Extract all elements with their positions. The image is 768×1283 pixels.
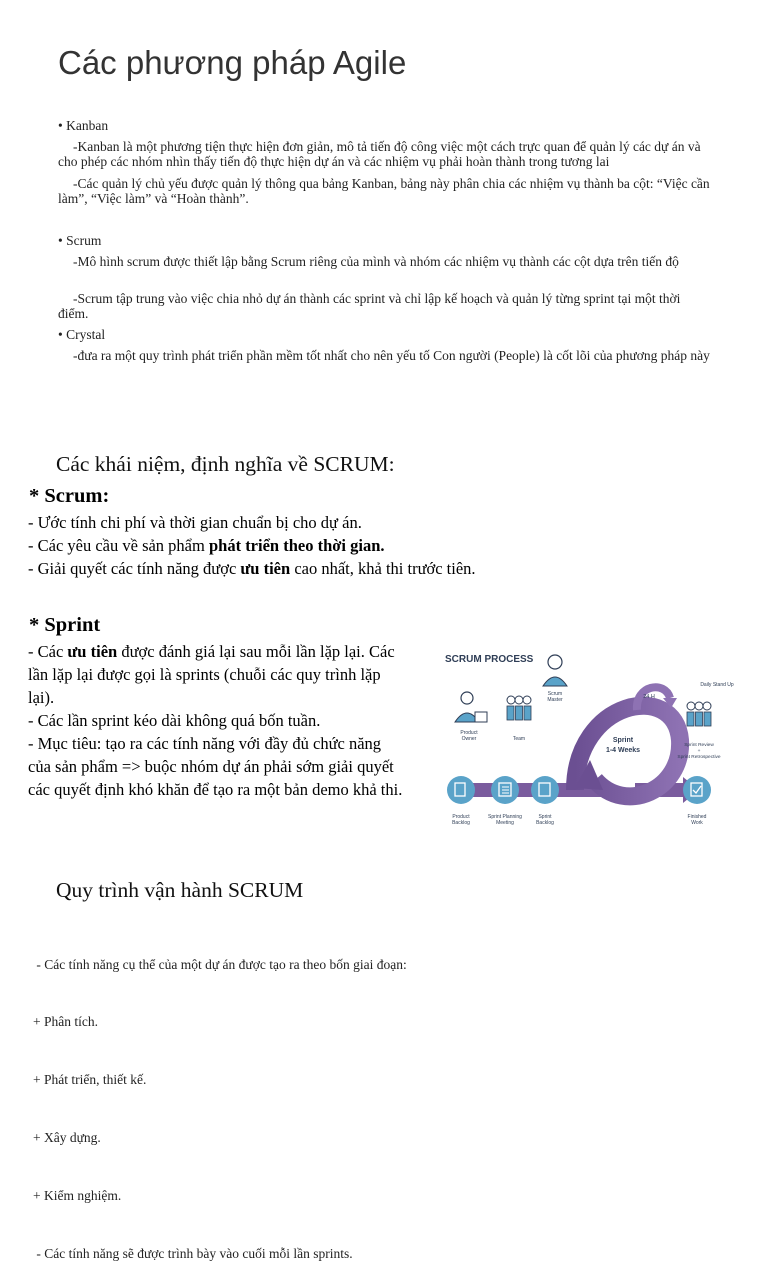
sprint-line-1-text-a: - Các bbox=[28, 642, 68, 661]
sprint-planning-icon bbox=[491, 776, 519, 804]
process-line-2: + Phân tích. bbox=[33, 1014, 98, 1030]
crystal-paragraph-1: -đưa ra một quy trình phát triển phần mềm tốt nhất cho nên yếu tố Con người (People) là cốt lõi của phương pháp này bbox=[73, 348, 710, 363]
scrum-master-label-2: Master bbox=[547, 697, 563, 703]
product-backlog-icon bbox=[447, 776, 475, 804]
scrum-line-2 bbox=[28, 534, 748, 557]
sprint-line-1 bbox=[28, 640, 404, 709]
scrum-line-3-bold: ưu tiên bbox=[240, 559, 291, 578]
process-line-1: - Các tính năng cụ thể của một dự án được tạo ra theo bốn giai đoạn: bbox=[33, 956, 407, 972]
review-label-2: + bbox=[697, 749, 701, 754]
process-line-5: + Kiểm nghiệm. bbox=[33, 1188, 122, 1204]
daily-label: Daily Stand Up bbox=[700, 682, 734, 688]
product-backlog-label-1: Product bbox=[452, 814, 470, 820]
product-owner-label-1: Product bbox=[460, 730, 478, 736]
sprint-planning-label-1: Sprint Planning bbox=[488, 814, 522, 820]
concepts-heading: Các khái niệm, định nghĩa về SCRUM: bbox=[56, 452, 395, 476]
scrum-line-3 bbox=[28, 557, 748, 580]
scrum-paragraph-2: -Scrum tập trung vào việc chia nhỏ dự án thành các sprint và chỉ lập kế hoạch và quản lý từng sprint tại một thời điểm. bbox=[58, 291, 681, 321]
scrum-line-1: - Ước tính chi phí và thời gian chuẩn bị cho dự án. bbox=[28, 513, 362, 532]
scrum-line-3-text-c: cao nhất, khả thi trước tiên. bbox=[290, 559, 476, 578]
sprint-line-2: - Các lần sprint kéo dài không quá bốn tuần. bbox=[28, 711, 321, 730]
finished-label-2: Work bbox=[691, 820, 703, 826]
process-heading: Quy trình vận hành SCRUM bbox=[56, 878, 304, 902]
scrum-line-2-text: - Các yêu cầu về sản phẩm bbox=[28, 536, 209, 555]
sprint-planning-label-2: Meeting bbox=[496, 820, 514, 826]
process-list bbox=[33, 916, 407, 1283]
diagram-title: SCRUM PROCESS bbox=[445, 654, 534, 665]
sprint-label-1: Sprint bbox=[612, 737, 634, 744]
scrum-heading: * Scrum: bbox=[29, 485, 110, 507]
scrum-line-3-text-a: - Giải quyết các tính năng được bbox=[28, 559, 241, 578]
scrum-bullet-heading: • Scrum bbox=[58, 233, 102, 248]
process-line-3: + Phát triển, thiết kế. bbox=[33, 1072, 147, 1088]
scrum-master-label-1: Scrum bbox=[547, 691, 563, 697]
scrum-paragraph-1: -Mô hình scrum được thiết lập bằng Scrum riêng của mình và nhóm các nhiệm vụ thành các cột dựa trên tiến độ bbox=[73, 254, 679, 269]
product-owner-label-2: Owner bbox=[461, 736, 477, 742]
review-label-3: Sprint Retrospective bbox=[677, 755, 721, 760]
sprint-line-1-bold: ưu tiên bbox=[67, 642, 118, 661]
h24-label: 24 H bbox=[643, 694, 655, 700]
sprint-line-3: - Mục tiêu: tạo ra các tính năng với đầy đủ chức năng của sản phẩm => buộc nhóm dự án phải sớm giải quyết các quyết định khó khăn để tạo ra một bản demo khả thi. bbox=[28, 734, 403, 799]
review-label-1: Sprint Review bbox=[684, 743, 714, 748]
sprint-backlog-label-1: Sprint bbox=[538, 814, 552, 820]
sprint-backlog-icon bbox=[531, 776, 559, 804]
finished-label-1: Finished bbox=[687, 814, 707, 820]
sprint-label-2: 1-4 Weeks bbox=[605, 747, 641, 754]
finished-work-icon bbox=[683, 776, 711, 804]
sprint-backlog-label-2: Backlog bbox=[536, 820, 554, 826]
kanban-paragraph-1: -Kanban là một phương tiện thực hiện đơn giản, mô tả tiến độ công việc một cách trực quan để quản lý các dự án và cho phép các nhóm nhìn thấy tiến độ thực hiện dự án và các nhiệm vụ phải hoàn thành trong tương lai bbox=[58, 139, 701, 169]
sprint-heading: * Sprint bbox=[29, 614, 101, 636]
sprint-list bbox=[28, 640, 404, 801]
kanban-paragraph-2: -Các quản lý chủ yếu được quản lý thông qua bảng Kanban, bảng này phân chia các nhiệm vụ thành ba cột: “Việc cần làm”, “Việc làm” và “Hoàn thành”. bbox=[58, 176, 710, 206]
scrum-line-2-bold: phát triển theo thời gian. bbox=[208, 536, 385, 555]
sprint-line-1-text-c: được đánh giá lại sau mỗi lần lặp lại. Các lần lặp lại được gọi là sprints (chuỗi các quy trình lặp lại). bbox=[28, 642, 395, 707]
team-label: Team bbox=[512, 736, 526, 742]
scrum-list bbox=[28, 511, 748, 580]
crystal-heading: • Crystal bbox=[58, 327, 106, 342]
kanban-heading: • Kanban bbox=[58, 118, 109, 133]
process-line-6: - Các tính năng sẽ được trình bày vào cuối mỗi lần sprints. bbox=[33, 1246, 353, 1262]
product-backlog-label-2: Backlog bbox=[452, 820, 470, 826]
process-line-4: + Xây dựng. bbox=[33, 1130, 101, 1146]
page-title: Các phương pháp Agile bbox=[58, 44, 407, 81]
scrum-process-diagram bbox=[425, 640, 755, 840]
